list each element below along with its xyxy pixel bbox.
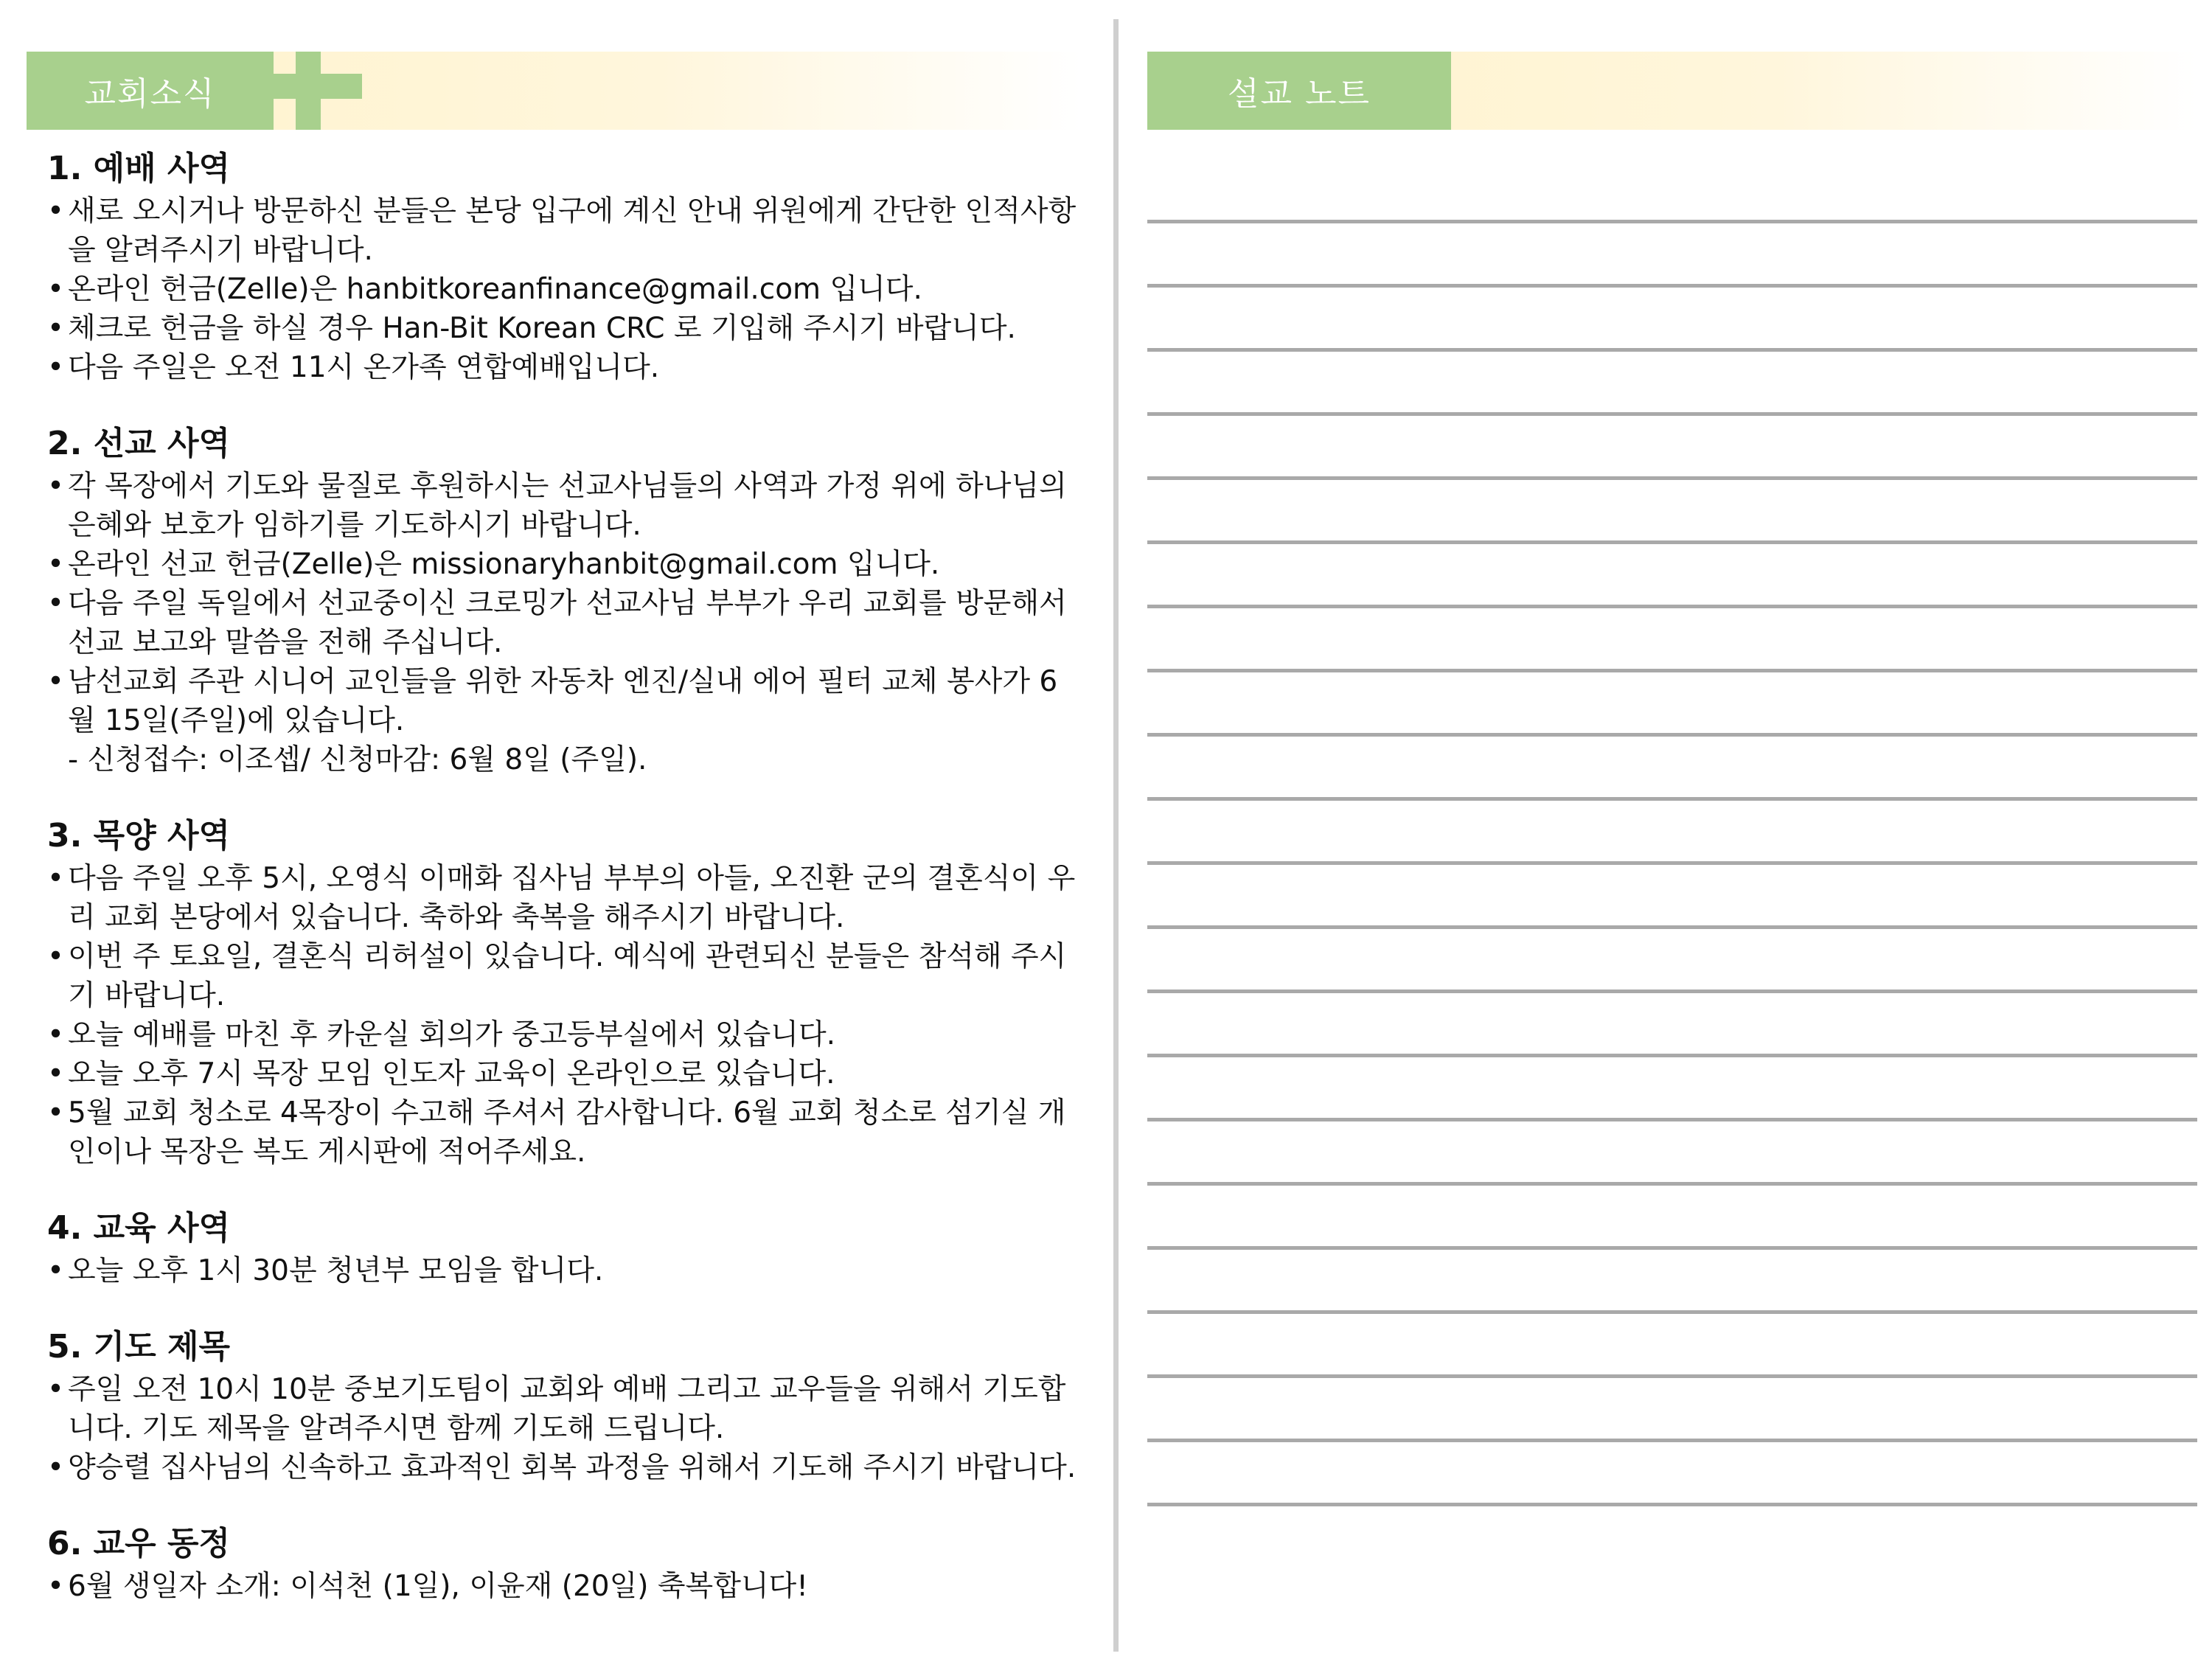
section-prayer (47, 1326, 1079, 1487)
note-line (1147, 925, 2197, 929)
list-item: • 다음 주일은 오전 11시 온가족 연합예배입니다. (47, 348, 1079, 387)
list-item: • 주일 오전 10시 10분 중보기도팀이 교회와 예배 그리고 교우들을 위해서 기도합니다. 기도 제목을 알려주시면 함께 기도해 드립니다. (47, 1370, 1079, 1448)
note-line (1147, 1439, 2197, 1442)
church-news-title: 교회소식 (27, 52, 274, 130)
church-news-content (47, 147, 1079, 1641)
cross-icon (274, 52, 362, 130)
section-title: 3. 목양 사역 (47, 817, 230, 855)
list-item: • 오늘 오후 7시 목장 모임 인도자 교육이 온라인으로 있습니다. (47, 1054, 1079, 1093)
list-subitem: - 신청접수: 이조셉/ 신청마감: 6월 8일 (주일). (68, 743, 647, 776)
note-line (1147, 797, 2197, 801)
list-item: • 온라인 헌금(Zelle)은 hanbitkoreanfinance@gmail.com 입니다. (47, 270, 1079, 309)
section-title: 1. 예배 사역 (47, 150, 230, 187)
note-line (1147, 412, 2197, 416)
list-item: • 새로 오시거나 방문하신 분들은 본당 입구에 계신 안내 위원에게 간단한 인적사항을 알려주시기 바랍니다. (47, 192, 1079, 270)
note-line (1147, 861, 2197, 865)
note-line (1147, 1118, 2197, 1121)
list-item: • 이번 주 토요일, 결혼식 리허설이 있습니다. 예식에 관련되신 분들은 참석해 주시기 바랍니다. (47, 937, 1079, 1015)
note-line (1147, 476, 2197, 480)
section-education (47, 1207, 1079, 1290)
note-line (1147, 220, 2197, 223)
note-line (1147, 540, 2197, 544)
section-title: 2. 선교 사역 (47, 425, 230, 462)
list-item: • 다음 주일 오후 5시, 오영식 이매화 집사님 부부의 아들, 오진환 군의 결혼식이 우리 교회 본당에서 있습니다. 축하와 축복을 해주시기 바랍니다. (47, 859, 1079, 937)
note-line (1147, 284, 2197, 288)
note-line (1147, 1374, 2197, 1378)
section-members (47, 1523, 1079, 1606)
note-lines (1147, 220, 2197, 1567)
list-item: • 남선교회 주관 시니어 교인들을 위한 자동차 엔진/실내 에어 필터 교체 봉사가 6월 15일(주일)에 있습니다. (47, 662, 1079, 740)
section-worship (47, 147, 1079, 387)
page-divider (1113, 19, 1119, 1652)
list-item: • 각 목장에서 기도와 물질로 후원하시는 선교사님들의 사역과 가정 위에 하나님의 은혜와 보호가 임하기를 기도하시기 바랍니다. (47, 467, 1079, 545)
sermon-notes-title: 설교 노트 (1147, 52, 1451, 130)
list-item: • 5월 교회 청소로 4목장이 수고해 주셔서 감사합니다. 6월 교회 청소로 섬기실 개인이나 목장은 복도 게시판에 적어주세요. (47, 1093, 1079, 1172)
sermon-notes-page (1121, 0, 2212, 1659)
section-title: 5. 기도 제목 (47, 1328, 230, 1366)
sermon-notes-banner (1147, 52, 2197, 130)
list-item: • 체크로 헌금을 하실 경우 Han-Bit Korean CRC 로 기입해 주시기 바랍니다. (47, 309, 1079, 348)
note-line (1147, 1054, 2197, 1057)
note-line (1147, 669, 2197, 672)
list-item: • 다음 주일 독일에서 선교중이신 크로밍가 선교사님 부부가 우리 교회를 방문해서 선교 보고와 말씀을 전해 주십니다. (47, 584, 1079, 662)
note-line (1147, 1503, 2197, 1506)
church-news-banner (27, 52, 1081, 130)
section-pastoral (47, 815, 1079, 1172)
note-line (1147, 348, 2197, 352)
note-line (1147, 1310, 2197, 1314)
list-item: • 온라인 선교 헌금(Zelle)은 missionaryhanbit@gmail.com 입니다. (47, 545, 1079, 584)
list-item: • 오늘 오후 1시 30분 청년부 모임을 합니다. (47, 1251, 1079, 1290)
note-line (1147, 605, 2197, 608)
note-line (1147, 990, 2197, 993)
section-missions (47, 422, 1079, 779)
list-item: • 오늘 예배를 마친 후 카운실 회의가 중고등부실에서 있습니다. (47, 1015, 1079, 1054)
note-line (1147, 733, 2197, 737)
note-line (1147, 1182, 2197, 1186)
list-item: • 양승렬 집사님의 신속하고 효과적인 회복 과정을 위해서 기도해 주시기 바랍니다. (47, 1448, 1079, 1487)
section-title: 6. 교우 동정 (47, 1525, 230, 1562)
note-line (1147, 1246, 2197, 1250)
list-item: • 6월 생일자 소개: 이석천 (1일), 이윤재 (20일) 축복합니다! (47, 1567, 1079, 1606)
section-title: 4. 교육 사역 (47, 1209, 230, 1247)
